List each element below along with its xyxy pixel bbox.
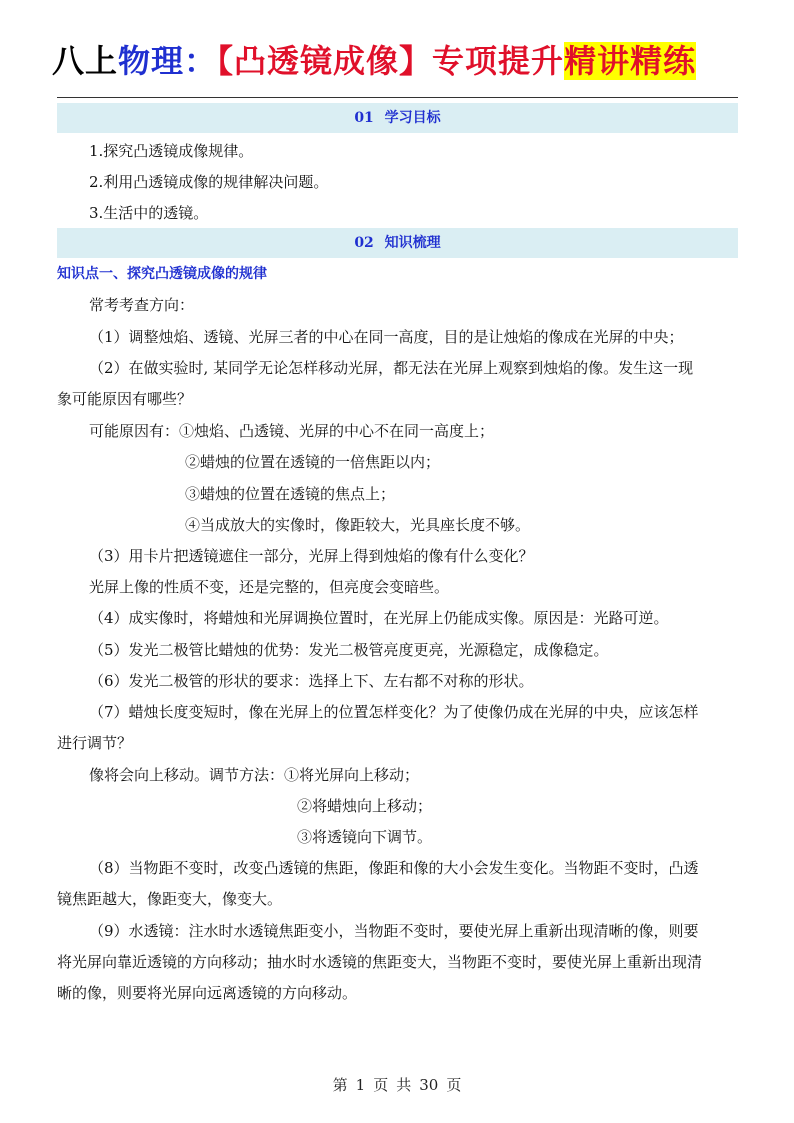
text-line: 镜焦距越大，像距变大，像变大。 <box>57 890 283 908</box>
text-line: 进行调节？ <box>57 734 133 752</box>
title-topic: 【凸透镜成像】 <box>217 42 433 80</box>
text-line: 晰的像，则要将光屏向远离透镜的方向移动。 <box>57 984 358 1002</box>
page-title <box>52 36 696 86</box>
section-number: 02 <box>354 235 374 251</box>
knowledge-point-heading: 知识点一、探究凸透镜成像的规律 <box>57 266 267 282</box>
text-line: ②将蜡烛向上移动； <box>297 797 433 815</box>
goal-item: 3.生活中的透镜。 <box>89 204 209 222</box>
section-header-knowledge <box>57 228 738 258</box>
title-subject: 物理： <box>118 42 218 80</box>
text-line: （6）发光二极管的形状的要求：选择上下、左右都不对称的形状。 <box>89 672 534 690</box>
text-line: （7）蜡烛长度变短时，像在光屏上的位置怎样变化？为了使像仍成在光屏的中央，应该怎样 <box>89 703 699 721</box>
text-line: ②蜡烛的位置在透镜的一倍焦距以内； <box>185 453 441 471</box>
text-line: （3）用卡片把透镜遮住一部分，光屏上得到烛焰的像有什么变化？ <box>89 547 534 565</box>
footer-total-pages: 30 <box>419 1076 439 1094</box>
title-grade: 八上 <box>52 42 119 80</box>
text-line: （1）调整烛焰、透镜、光屏三者的中心在同一高度，目的是让烛焰的像成在光屏的中央； <box>89 328 684 346</box>
text-line: 像将会向上移动。调节方法：①将光屏向上移动； <box>89 766 420 784</box>
text-line: 象可能原因有哪些？ <box>57 390 193 408</box>
footer-total-unit: 页 <box>446 1076 462 1094</box>
text-line: （9）水透镜：注水时水透镜焦距变小，当物距不变时，要使光屏上重新出现清晰的像，则要 <box>89 922 699 940</box>
title-suffix: 专项提升 <box>432 42 565 80</box>
text-line: ③蜡烛的位置在透镜的焦点上； <box>185 485 396 503</box>
goal-item: 1.探究凸透镜成像规律。 <box>89 142 254 160</box>
title-highlight: 精讲精练 <box>564 42 697 80</box>
text-line: 常考考查方向： <box>89 296 195 314</box>
text-line: 光屏上像的性质不变，还是完整的，但亮度会变暗些。 <box>89 578 450 596</box>
section-number: 01 <box>354 110 374 126</box>
footer-page-label: 第 <box>332 1076 348 1094</box>
text-line: 可能原因有：①烛焰、凸透镜、光屏的中心不在同一高度上； <box>89 422 495 440</box>
text-line: ④当成放大的实像时，像距较大，光具座长度不够。 <box>185 516 531 534</box>
page-footer <box>0 1074 794 1095</box>
section-header-goals <box>57 103 738 133</box>
text-line: ③将透镜向下调节。 <box>297 828 433 846</box>
text-line: 将光屏向靠近透镜的方向移动；抽水时水透镜的焦距变大，当物距不变时，要使光屏上重新出现清 <box>57 953 703 971</box>
footer-current-page: 1 <box>355 1076 366 1094</box>
footer-total-label: 共 <box>396 1076 412 1094</box>
text-line: （8）当物距不变时，改变凸透镜的焦距，像距和像的大小会发生变化。当物距不变时，凸透 <box>89 859 699 877</box>
text-line: （5）发光二极管比蜡烛的优势：发光二极管亮度更亮，光源稳定，成像稳定。 <box>89 641 609 659</box>
footer-page-unit: 页 <box>373 1076 389 1094</box>
goal-item: 2.利用凸透镜成像的规律解决问题。 <box>89 173 329 191</box>
section-title: 学习目标 <box>384 110 441 126</box>
section-title: 知识梳理 <box>384 235 441 251</box>
header-divider <box>57 97 738 98</box>
text-line: （2）在做实验时, 某同学无论怎样移动光屏，都无法在光屏上观察到烛焰的像。发生这一现 <box>89 359 694 377</box>
text-line: （4）成实像时，将蜡烛和光屏调换位置时，在光屏上仍能成实像。原因是：光路可逆。 <box>89 609 669 627</box>
